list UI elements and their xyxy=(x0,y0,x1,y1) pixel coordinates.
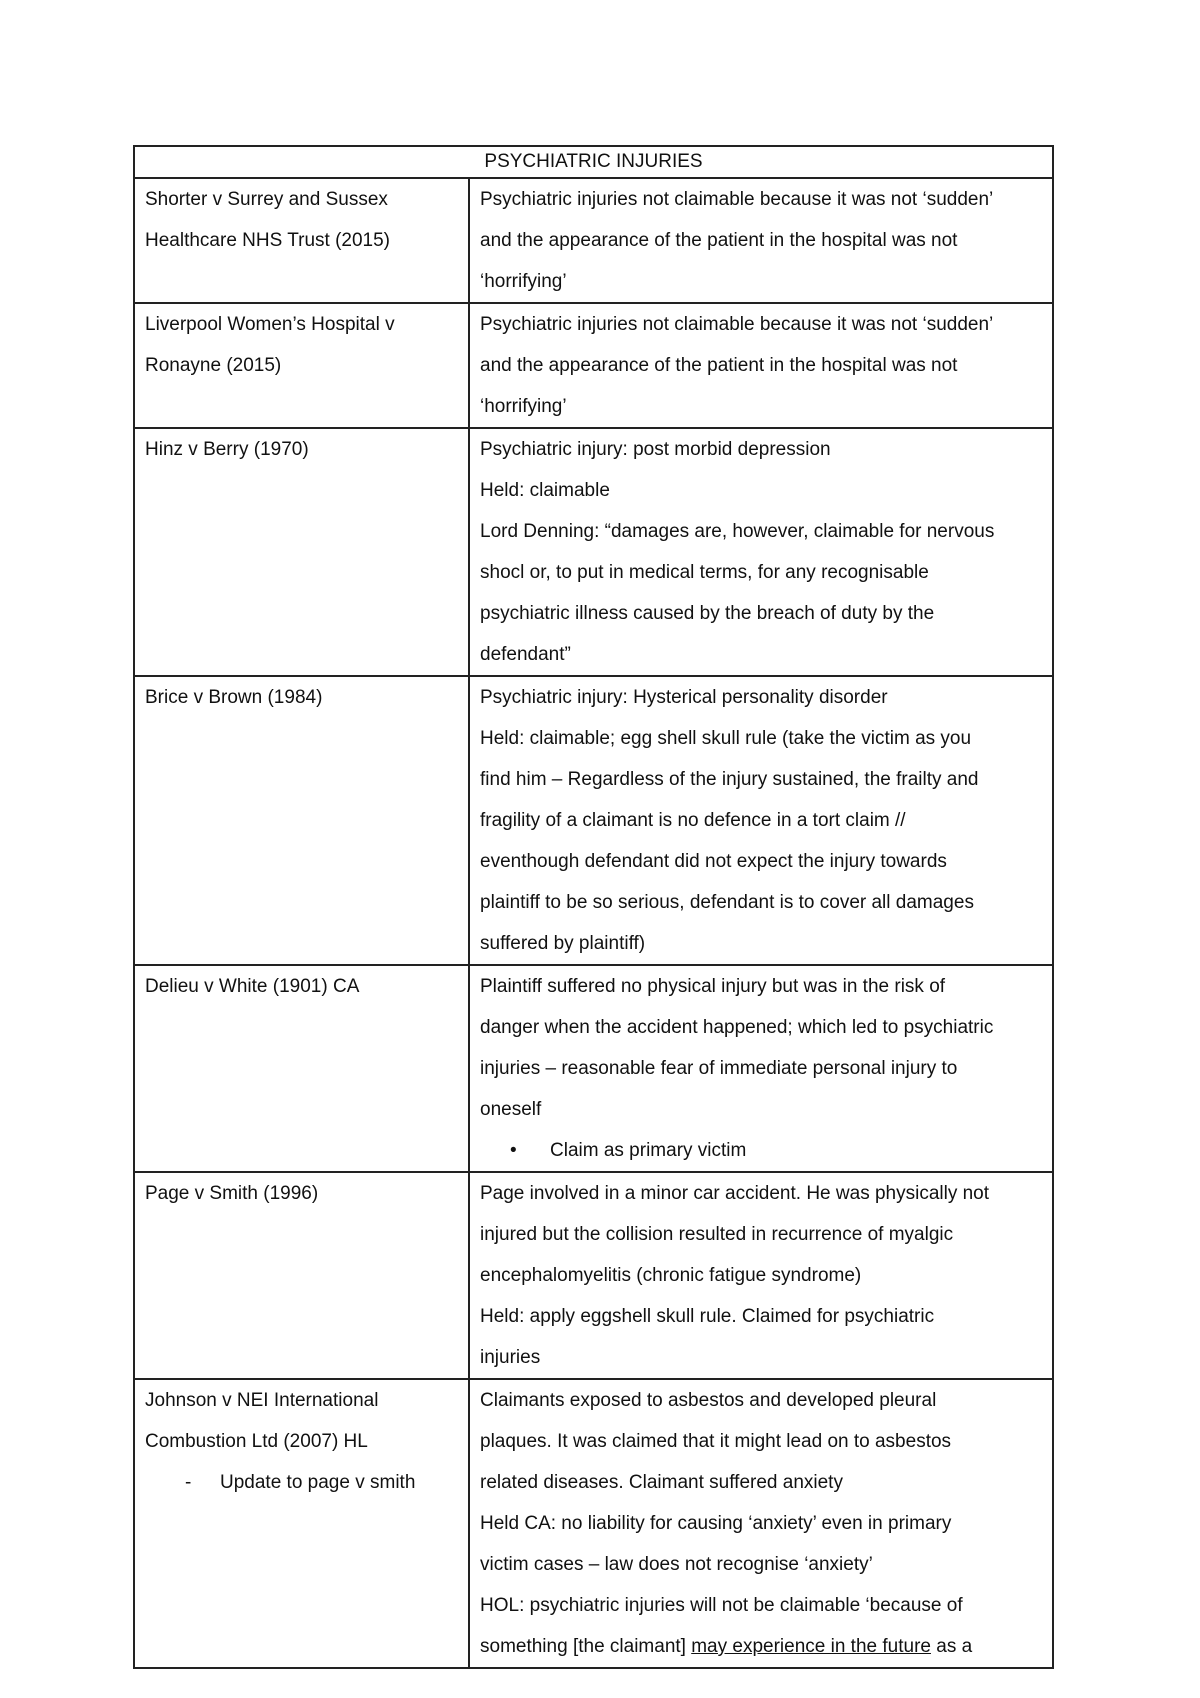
detail-line: Lord Denning: “damages are, however, claimable for nervous xyxy=(480,521,995,542)
detail-line: eventhough defendant did not expect the injury towards xyxy=(480,851,947,872)
table-row xyxy=(134,303,1053,428)
table-title-row xyxy=(134,146,1053,178)
detail-line: ‘horrifying’ xyxy=(480,396,567,417)
detail-line: ‘horrifying’ xyxy=(480,271,567,292)
table-row xyxy=(134,965,1053,1172)
detail-line: oneself xyxy=(480,1099,542,1120)
detail-line: defendant” xyxy=(480,644,571,665)
case-detail-cell xyxy=(469,1379,1053,1668)
case-name-cell xyxy=(134,1172,469,1379)
detail-line: danger when the accident happened; which led to psychiatric xyxy=(480,1017,994,1038)
case-name-line: Shorter v Surrey and Sussex xyxy=(145,189,388,210)
detail-line: Held CA: no liability for causing ‘anxiety’ even in primary xyxy=(480,1513,952,1534)
detail-line: plaques. It was claimed that it might lead on to asbestos xyxy=(480,1431,952,1452)
detail-line: shocl or, to put in medical terms, for any recognisable xyxy=(480,562,929,583)
case-name-cell xyxy=(134,428,469,676)
underlined-text: may experience in the future xyxy=(691,1636,931,1657)
detail-line: Held: claimable; egg shell skull rule (take the victim as you xyxy=(480,728,972,749)
psychiatric-injuries-table xyxy=(133,145,1054,1669)
detail-line: fragility of a claimant is no defence in a tort claim // xyxy=(480,810,906,831)
case-name-line: Ronayne (2015) xyxy=(145,355,282,376)
case-name-line: Page v Smith (1996) xyxy=(145,1183,319,1204)
detail-line: Held: apply eggshell skull rule. Claimed for psychiatric xyxy=(480,1306,935,1327)
detail-line: suffered by plaintiff) xyxy=(480,933,646,954)
table-row xyxy=(134,676,1053,965)
case-detail-cell xyxy=(469,178,1053,303)
case-name-line: Healthcare NHS Trust (2015) xyxy=(145,230,390,251)
detail-text: something [the claimant] xyxy=(480,1636,692,1657)
detail-line: Psychiatric injury: Hysterical personality disorder xyxy=(480,687,888,708)
case-detail-cell xyxy=(469,965,1053,1172)
detail-line: plaintiff to be so serious, defendant is to cover all damages xyxy=(480,892,974,913)
detail-line: encephalomyelitis (chronic fatigue syndrome) xyxy=(480,1265,862,1286)
case-name-line: Delieu v White (1901) CA xyxy=(145,976,360,997)
detail-line: and the appearance of the patient in the hospital was not xyxy=(480,230,958,251)
case-name-cell xyxy=(134,1379,469,1668)
detail-text: as a xyxy=(930,1636,973,1657)
case-detail-cell xyxy=(469,1172,1053,1379)
table-title: PSYCHIATRIC INJURIES xyxy=(134,146,1053,178)
detail-line: Psychiatric injuries not claimable because it was not ‘sudden’ xyxy=(480,314,994,335)
detail-line: injured but the collision resulted in recurrence of myalgic xyxy=(480,1224,954,1245)
case-name-cell xyxy=(134,965,469,1172)
detail-line: injuries xyxy=(480,1347,541,1368)
case-name-line: Brice v Brown (1984) xyxy=(145,687,323,708)
detail-line: Page involved in a minor car accident. He was physically not xyxy=(480,1183,990,1204)
detail-line: Psychiatric injury: post morbid depression xyxy=(480,439,831,460)
bullet-item xyxy=(480,1130,1042,1171)
case-name-line: Liverpool Women’s Hospital v xyxy=(145,314,395,335)
case-name-line: Combustion Ltd (2007) HL xyxy=(145,1431,368,1452)
bullet-text: Claim as primary victim xyxy=(550,1140,747,1161)
table-row xyxy=(134,1172,1053,1379)
detail-line: injuries – reasonable fear of immediate personal injury to xyxy=(480,1058,958,1079)
case-name-line: Hinz v Berry (1970) xyxy=(145,439,309,460)
detail-line: HOL: psychiatric injuries will not be claimable ‘because of xyxy=(480,1595,963,1616)
case-detail-cell xyxy=(469,428,1053,676)
dash-item xyxy=(145,1462,458,1503)
detail-line: related diseases. Claimant suffered anxiety xyxy=(480,1472,843,1493)
detail-line: and the appearance of the patient in the hospital was not xyxy=(480,355,958,376)
case-name-cell xyxy=(134,303,469,428)
case-name-line: Johnson v NEI International xyxy=(145,1390,379,1411)
case-detail-cell xyxy=(469,676,1053,965)
detail-line: Psychiatric injuries not claimable because it was not ‘sudden’ xyxy=(480,189,994,210)
detail-line: psychiatric illness caused by the breach of duty by the xyxy=(480,603,935,624)
detail-line: Claimants exposed to asbestos and developed pleural xyxy=(480,1390,937,1411)
detail-line: Plaintiff suffered no physical injury but was in the risk of xyxy=(480,976,946,997)
detail-line: find him – Regardless of the injury sustained, the frailty and xyxy=(480,769,979,790)
table-row xyxy=(134,1379,1053,1668)
case-detail-cell xyxy=(469,303,1053,428)
detail-line: victim cases – law does not recognise ‘anxiety’ xyxy=(480,1554,873,1575)
dash-icon: - xyxy=(185,1472,192,1493)
table-row xyxy=(134,178,1053,303)
detail-line: Held: claimable xyxy=(480,480,610,501)
table-row xyxy=(134,428,1053,676)
detail-line-final xyxy=(480,1626,1042,1667)
case-name-cell xyxy=(134,676,469,965)
case-name-cell xyxy=(134,178,469,303)
bullet-icon: • xyxy=(510,1140,517,1161)
dash-text: Update to page v smith xyxy=(220,1472,416,1493)
